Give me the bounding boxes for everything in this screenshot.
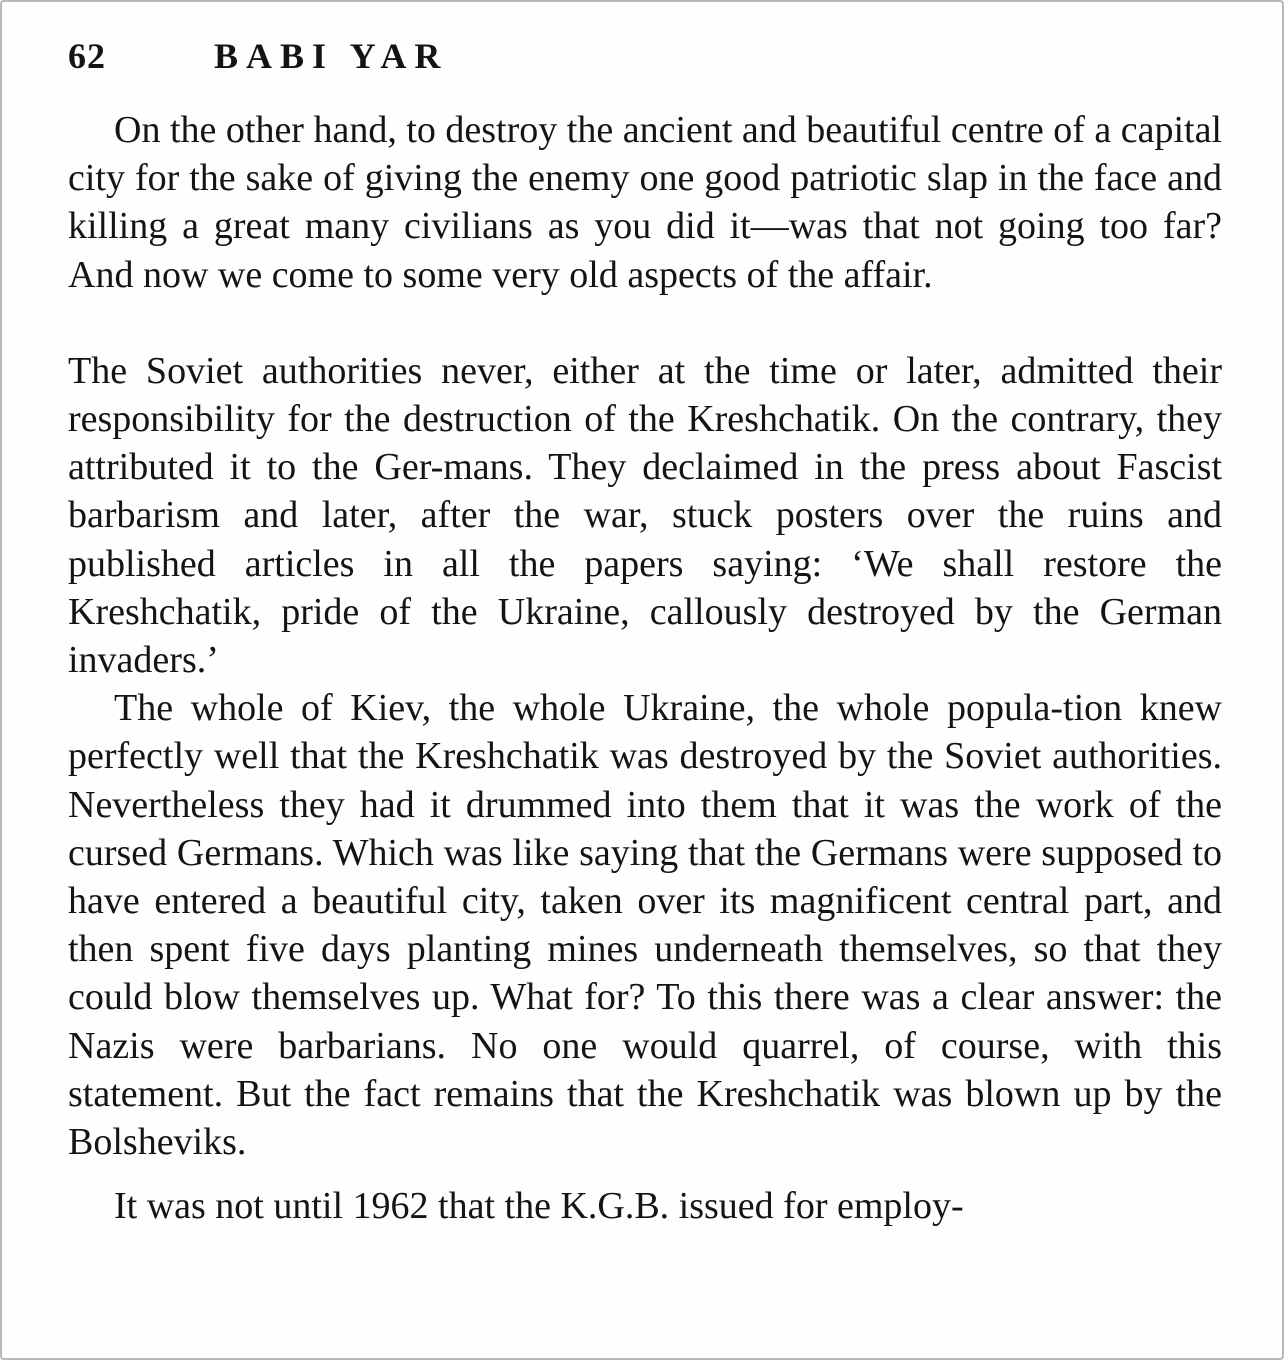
section-break	[68, 299, 1222, 347]
paragraph-2: The Soviet authorities never, either at the time or later, admitted their responsibility for the destruction of the Kreshchatik. On the contrary, they attributed it to the Ger-mans. They declaimed in the press about Fascist barbarism and later, after the war, stuck posters over the ruins and published articles in all the papers saying: ‘We shall restore the Kreshchatik, pride of the Ukraine, callously destroyed by the German invaders.’	[68, 349, 1222, 682]
book-page	[68, 32, 1222, 1228]
paragraph-3: The whole of Kiev, the whole Ukraine, the whole popula-tion knew perfectly well that the Kreshchatik was destroyed by the Soviet authorities. Nevertheless they had it drummed into them that it was the work of the cursed Germans. Which was like saying that the Germans were supposed to have entered a beautiful city, taken over its magnificent central part, and then spent five days planting mines underneath themselves, so that they could blow themselves up. What for? To this there was a clear answer: the Nazis were barbarians. No one would quarrel, of course, with this statement. But the fact remains that the Kreshchatik was blown up by the Bolsheviks.	[68, 687, 1222, 1164]
page-number: 62	[68, 36, 106, 76]
book-title: BABI YAR	[214, 36, 449, 76]
paragraph-4-partial: It was not until 1962 that the K.G.B. issued for employ-	[114, 1185, 964, 1228]
paragraph-1: On the other hand, to destroy the ancient and beautiful centre of a capital city for the sake of giving the enemy one good patriotic slap in the face and killing a great many civilians as you did it—was that not going too far? And now we come to some very old aspects of the affair.	[68, 109, 1222, 296]
cutoff-line	[68, 1166, 1222, 1228]
running-head	[68, 32, 1222, 88]
